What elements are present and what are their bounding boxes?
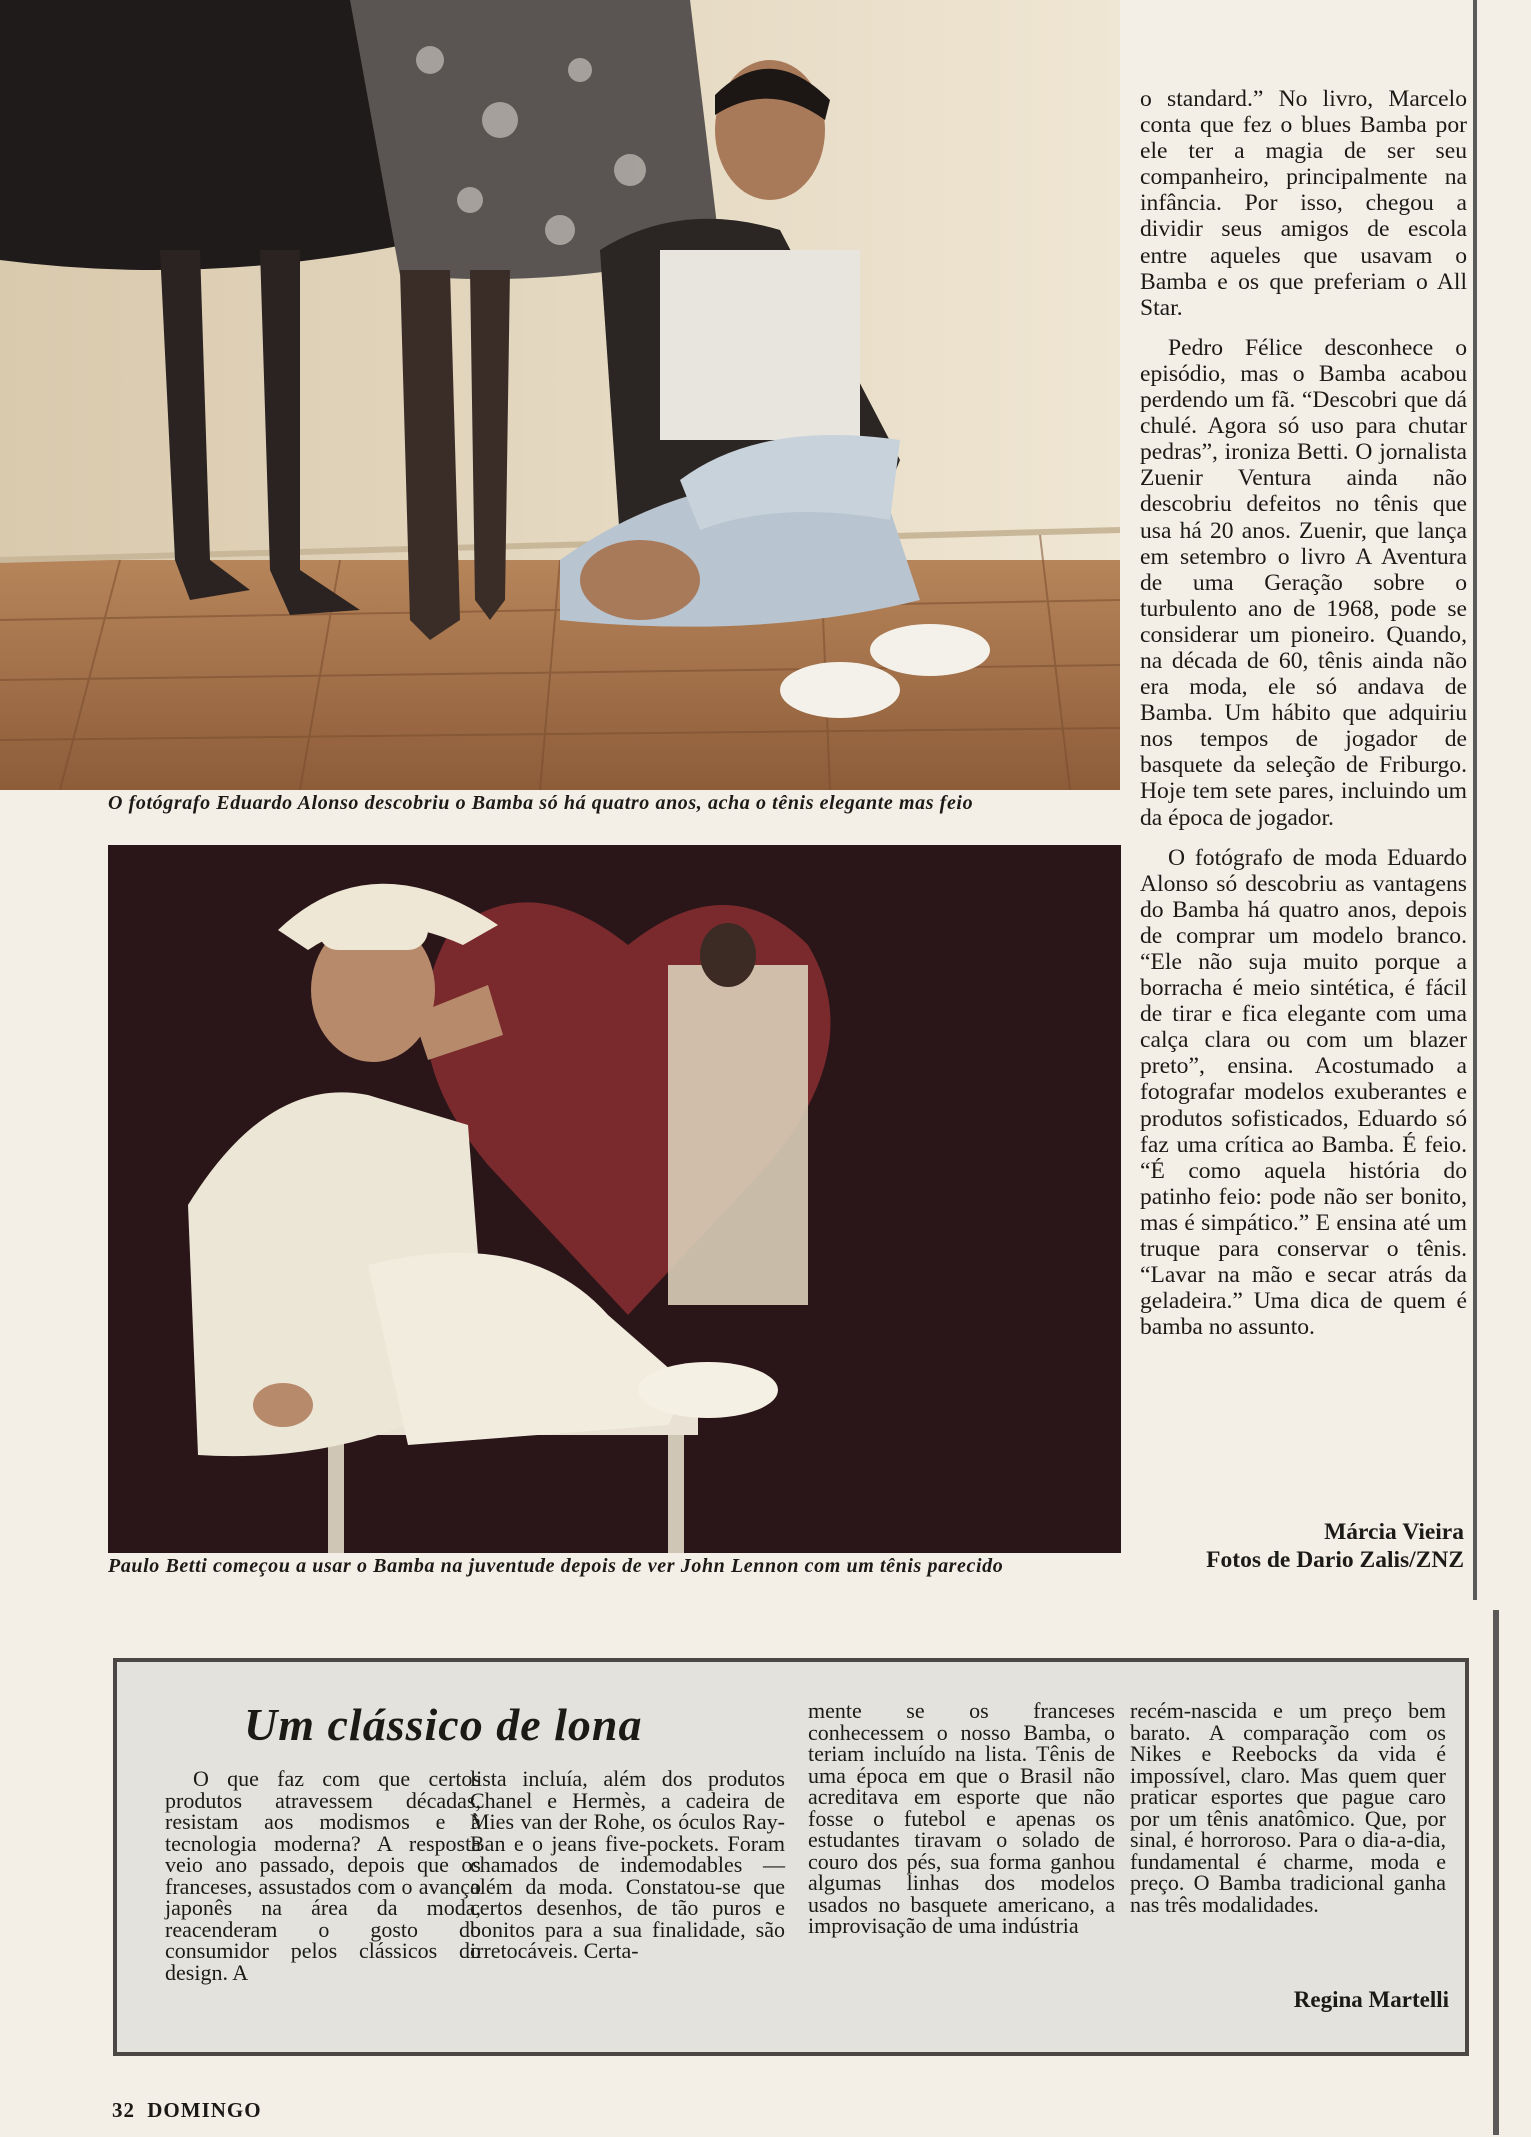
sidebar-column-3: mente se os franceses conhecessem o nosso Bamba, o teriam incluído na lista. Tênis de uma época em que o Brasil não acreditava em esporte que não fosse o futebol e apenas os estudantes tiravam o solado de couro dos pés, sua forma ganhou algumas linhas dos modelos usados no basquete americano, a improvisação de uma indústria — [808, 1698, 1115, 1938]
sidebar-signature: Regina Martelli — [1293, 1987, 1449, 2012]
section-name: DOMINGO — [147, 2098, 262, 2122]
article-paragraph: o standard.” No livro, Marcelo conta que fez o blues Bamba por ele ter a magia de ser seu companheiro, principalmente na infância. Por isso, chegou a dividir seus amigos de escola entre aqueles que usavam o Bamba e os que preferiam o All Star. — [1140, 86, 1467, 321]
photo-seated-man — [0, 0, 1120, 790]
column-rule — [1473, 0, 1477, 1600]
page-footer — [112, 2098, 262, 2123]
page-number: 32 — [112, 2098, 135, 2122]
photo-credit: Fotos de Dario Zalis/ZNZ — [1206, 1547, 1464, 1573]
article-paragraph: O fotógrafo de moda Eduardo Alonso só descobriu as vantagens do Bamba há quatro anos, depois de comprar um modelo branco. “Ele não suja muito porque a borracha é meio sintética, é fácil de tirar e fica elegante com uma calça clara ou com um blazer preto”, ensina. Acostumado a fotografar modelos exuberantes e produtos sofisticados, Eduardo só faz uma crítica ao Bamba. É feio. “É como aquela história do patinho feio: pode não ser bonito, mas é simpático.” E ensina até um truque para conservar o tênis. “Lavar na mão e secar atrás da geladeira.” Uma dica de quem é bamba no assunto. — [1140, 844, 1467, 1341]
photo-caption-top: O fotógrafo Eduardo Alonso descobriu o Bamba só há quatro anos, acha o tênis elegante mas feio — [108, 792, 974, 814]
article-author: Márcia Vieira — [1324, 1519, 1464, 1545]
article-column — [1140, 86, 1467, 1340]
sidebar-column-4: recém-nascida e um preço bem barato. A comparação com os Nikes e Reebocks da vida é impossível, claro. Mas quem quer praticar esportes que pague caro por um tênis anatômico. Que, por sinal, é horroroso. Para o dia-a-dia, fundamental é charme, moda e preço. O Bamba tradicional ganha nas três modalidades. — [1130, 1698, 1446, 1917]
article-paragraph: Pedro Félice desconhece o episódio, mas o Bamba acabou perdendo um fã. “Descobri que dá chulé. Agora só uso para chutar pedras”, ironiza Betti. O jornalista Zuenir Ventura ainda não descobriu defeitos no tênis que usa há 20 anos. Zuenir, que lança em setembro o livro A Aventura de uma Geração sobre o turbulento ano de 1968, pode se considerar um pioneiro. Quando, na década de 60, tênis ainda não era moda, ele só andava de Bamba. Um hábito que adquiriu nos tempos de jogador de basquete da seleção de Friburgo. Hoje tem sete pares, incluindo um da época de jogador. — [1140, 334, 1467, 831]
photo-caption-bottom: Paulo Betti começou a usar o Bamba na juventude depois de ver John Lennon com um tênis parecido — [108, 1555, 1004, 1577]
column-rule-lower — [1493, 1610, 1499, 2135]
sidebar-column-2: lista incluía, além dos produtos Chanel e Hermès, a cadeira de Mies van der Rohe, os óculos Ray-Ban e o jeans five-pockets. Foram chamados de indemodables — além da moda. Constatou-se que certos desenhos, de tão puros e bonitos para a sua finalidade, são irretocáveis. Certa- — [470, 1766, 785, 1963]
photo-man-in-white-suit — [108, 845, 1121, 1553]
sidebar-column-1: O que faz com que certos produtos atravessem décadas, resistam aos modismos e à tecnologia moderna? A resposta veio ano passado, depois que os franceses, assustados com o avanço japonês na área da moda, reacenderam o gosto do consumidor pelos clássicos do design. A — [165, 1766, 481, 1985]
sidebar-title: Um clássico de lona — [244, 1699, 643, 1750]
